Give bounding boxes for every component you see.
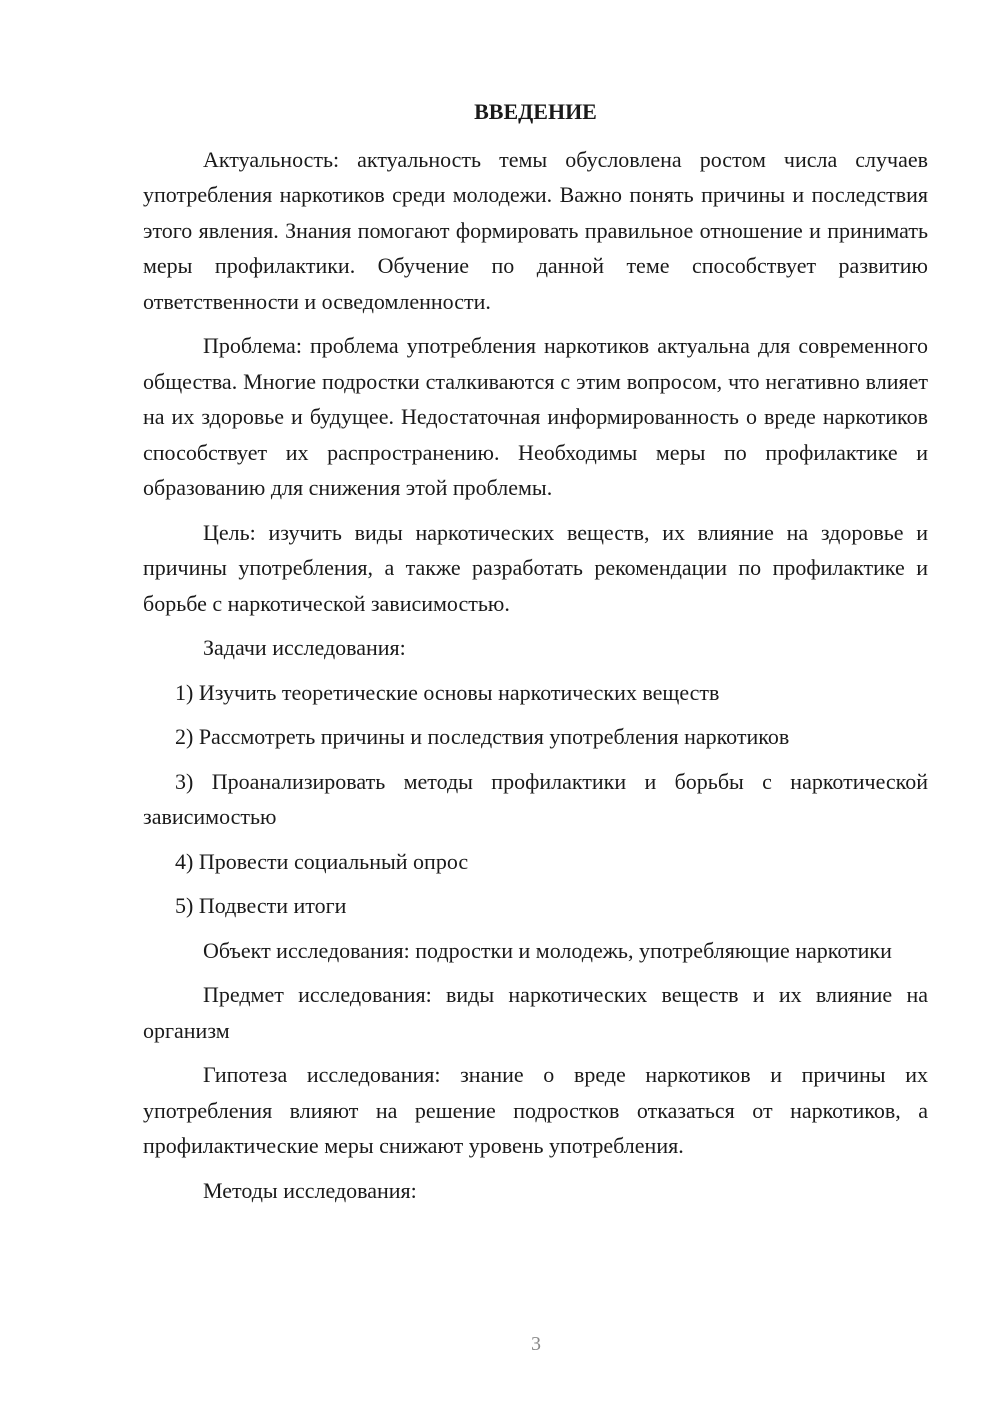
tasks-heading: Задачи исследования: <box>203 635 406 660</box>
task-item: 4) Провести социальный опрос <box>175 848 469 874</box>
task-item: 5) Подвести итоги <box>175 893 347 918</box>
task-item: 1) Изучить теоретические основы наркотических веществ <box>175 679 720 705</box>
task-item: 3) Проанализировать методы профилактики и борьбы с наркотической зависимостью <box>143 768 928 829</box>
object-paragraph: Объект исследования: подростки и молодежь, употребляющие наркотики <box>203 937 892 963</box>
document-page <box>143 94 928 1217</box>
methods-heading: Методы исследования: <box>203 1177 417 1203</box>
relevance-paragraph: Актуальность: актуальность темы обусловлена ростом числа случаев употребления наркотиков среди молодежи. Важно понять причины и последствия этого явления. Знания помогают формировать правильное отношение и принимать меры профилактики. Обучение по данной теме способствует развитию ответственности и осведомленности. <box>143 146 928 314</box>
goal-paragraph: Цель: изучить виды наркотических веществ, их влияние на здоровье и причины употребления, а также разработать рекомендации по профилактике и борьбе с наркотической зависимостью. <box>143 519 928 616</box>
hypothesis-paragraph: Гипотеза исследования: знание о вреде наркотиков и причины их употребления влияют на решение подростков отказаться от наркотиков, а профилактические меры снижают уровень употребления. <box>143 1062 928 1158</box>
problem-paragraph: Проблема: проблема употребления наркотиков актуальна для современного общества. Многие подростки сталкиваются с этим вопросом, что негативно влияет на их здоровье и будущее. Недостаточная информированность о вреде наркотиков способствует их распространению. Необходимы меры по профилактике и образованию для снижения этой проблемы. <box>143 333 928 500</box>
subject-paragraph: Предмет исследования: виды наркотических веществ и их влияние на организм <box>143 982 928 1043</box>
page-number: 3 <box>531 1333 541 1355</box>
section-title: ВВЕДЕНИЕ <box>474 99 597 124</box>
task-item: 2) Рассмотреть причины и последствия употребления наркотиков <box>175 724 790 749</box>
